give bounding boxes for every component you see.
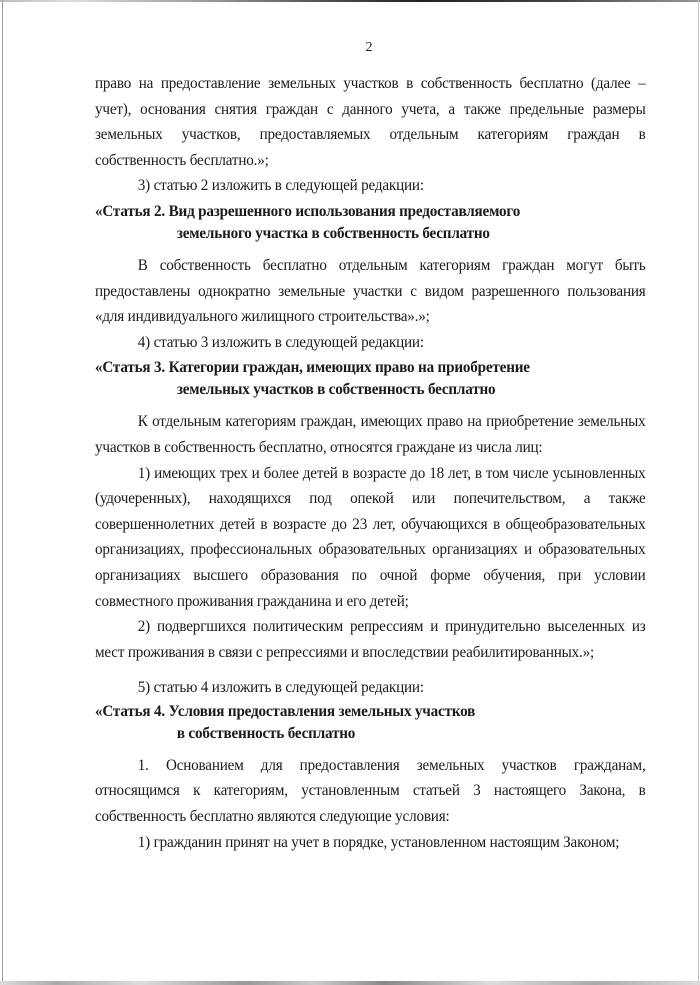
amendment-item-5: 5) статью 4 изложить в следующей редакции: [137,677,424,697]
paragraph-continuation: право на предоставление земельных участков в собственность бесплатно (далее – учет), основания снятия граждан с данного учета, а также предельные размеры земельных участков, предоставляемых отдельным категориям граждан в собственность бесплатно.»; [95,73,646,169]
article-2-heading [95,200,653,244]
article-3-intro: К отдельным категориям граждан, имеющих право на приобретение земельных участков в собственность бесплатно, относятся граждане из числа лиц: [95,411,646,456]
page-number: 2 [365,40,373,55]
article-2-text: В собственность бесплатно отдельным категориям граждан могут быть предоставлены однократно земельные участки с видом разрешенного пользования «для индивидуального жилищного строительства».»; [95,254,646,326]
document-body [95,70,645,854]
amendment-item-3: 3) статью 2 изложить в следующей редакции: [137,175,424,195]
article-4-heading-line2: в собственность бесплатно [176,722,356,742]
article-3-item-2: 2) подвергшихся политическим репрессиям и принудительно выселенных из мест проживания в связи с репрессиями и впоследствии реабилитированных.»; [95,616,646,661]
scan-edge-bottom [0,981,700,985]
article-4-heading [95,700,653,744]
article-2-heading-line1: «Статья 2. Вид разрешенного использования предоставляемого [95,200,521,220]
article-3-item-1: 1) имеющих трех и более детей в возрасте до 18 лет, в том числе усыновленных (удочеренных), находящихся под опекой или попечительством, а также совершеннолетних детей в возрасте до 23 лет, обучающихся в общеобразовательных организациях, профессиональных образовательных организациях и образовательных организациях высшего образования по очной форме обучения, при условии совместного проживания гражданина и его детей; [95,462,646,610]
article-3-heading [95,356,653,400]
article-4-heading-line1: «Статья 4. Условия предоставления земельных участков [95,700,476,720]
article-4-item-1: 1) гражданин принят на учет в порядке, установленном настоящим Законом; [137,831,620,851]
article-4-paragraph-1: 1. Основанием для предоставления земельных участков гражданам, относящимся к категориям, установленным статьей 3 настоящего Закона, в собственность бесплатно являются следующие условия: [95,754,646,826]
article-3-heading-line2: земельных участков в собственность бесплатно [176,379,496,399]
scan-edge-right [698,0,699,985]
article-3-heading-line1: «Статья 3. Категории граждан, имеющих право на приобретение [95,357,530,377]
article-2-heading-line2: земельного участка в собственность бесплатно [176,222,490,242]
amendment-item-4: 4) статью 3 изложить в следующей редакции: [137,331,424,351]
scan-edge-left [2,0,3,985]
scan-edge-top [0,0,700,2]
